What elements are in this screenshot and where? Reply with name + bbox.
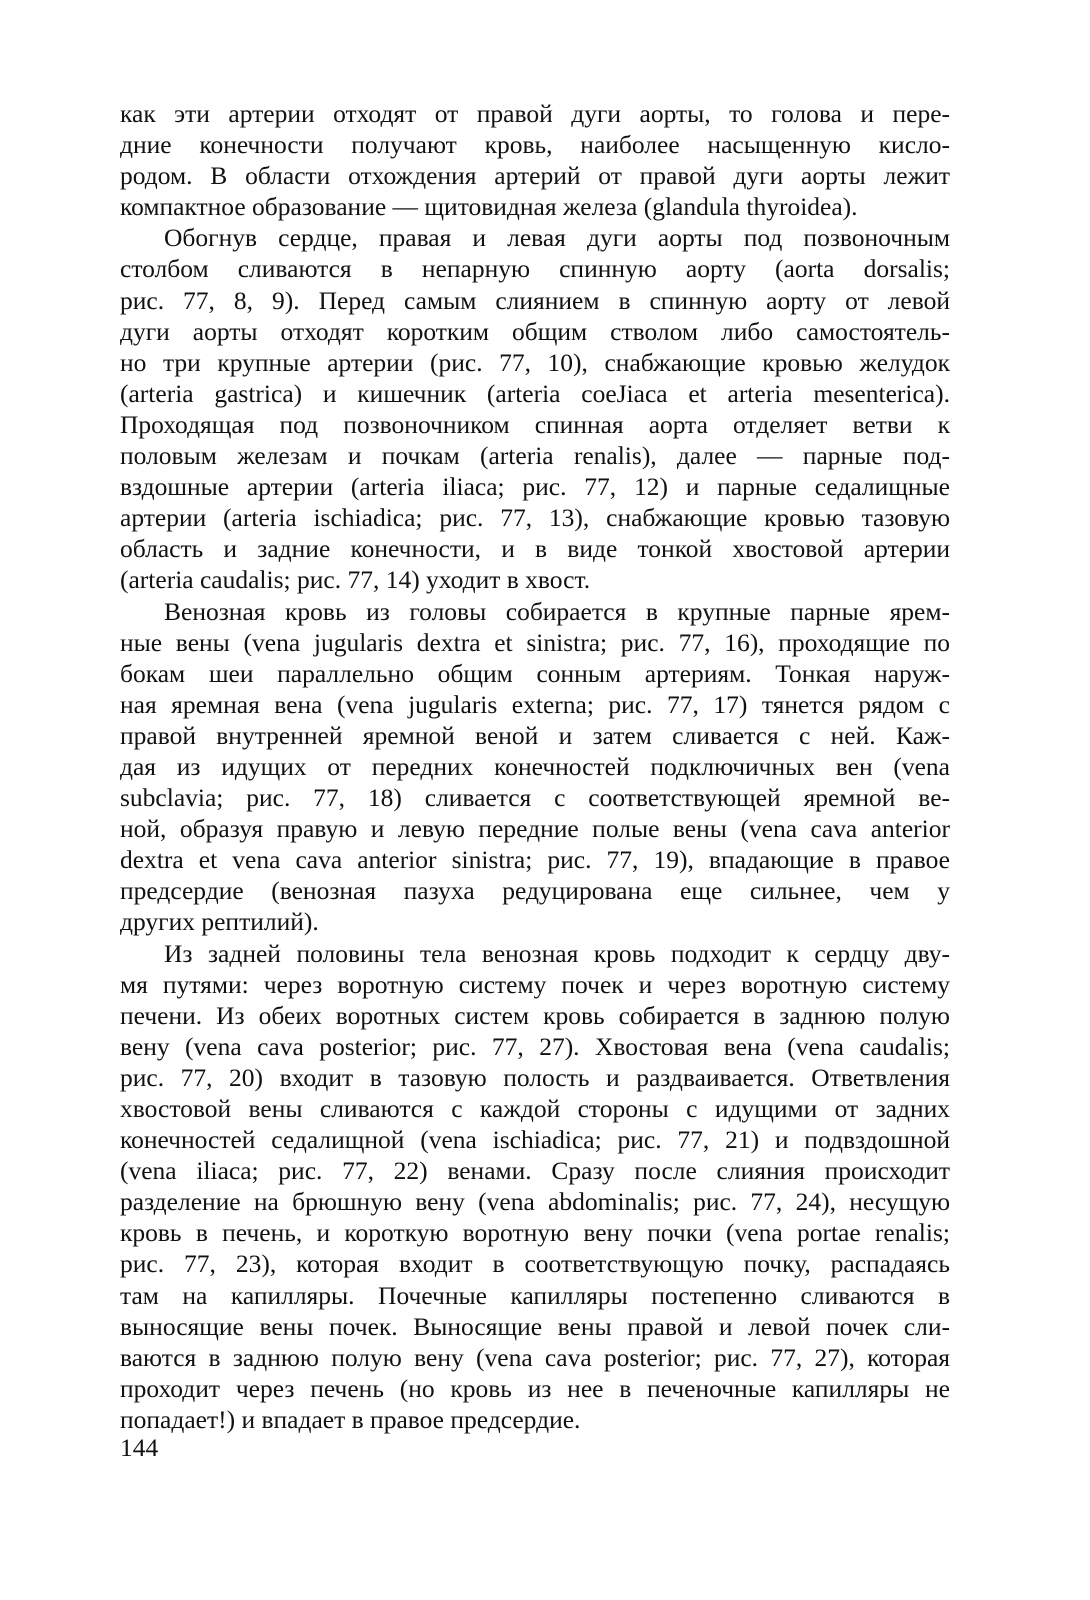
text-line: дние конечности получают кровь, наиболее насыщенную кисло-: [120, 130, 950, 160]
text-line: ваются в заднюю полую вену (vena cava posterior; рис. 77, 27), которая: [120, 1342, 950, 1372]
text-line: (vena iliaca; рис. 77, 22) венами. Сразу после слияния происходит: [120, 1156, 950, 1186]
text-line: артерии (arteria ischiadica; рис. 77, 13), снабжающие кровью тазовую: [120, 503, 950, 533]
paragraph-2: [120, 222, 950, 595]
text-line: родом. В области отхождения артерий от правой дуги аорты лежит: [120, 161, 950, 191]
text-line: Обогнув сердце, правая и левая дуги аорты под позвоночным: [164, 223, 950, 253]
text-line: предсердие (венозная пазуха редуцирована еще сильнее, чем у: [120, 876, 950, 906]
text-line: печени. Из обеих воротных систем кровь собирается в заднюю полую: [120, 1000, 950, 1030]
page-number: 144: [120, 1433, 159, 1462]
text-line: рис. 77, 20) входит в тазовую полость и раздваивается. Ответвления: [120, 1062, 950, 1092]
text-line: рис. 77, 23), которая входит в соответствующую почку, распадаясь: [120, 1249, 950, 1279]
text-line: правой внутренней яремной веной и затем сливается с ней. Каж-: [120, 720, 950, 750]
text-line: дуги аорты отходят коротким общим стволом либо самостоятель-: [120, 316, 950, 346]
text-line: вену (vena cava posterior; рис. 77, 27). Хвостовая вена (vena caudalis;: [120, 1031, 950, 1061]
text-line: Венозная кровь из головы собирается в крупные парные ярем-: [164, 596, 950, 626]
text-line: попадает!) и впадает в правое предсердие.: [120, 1404, 581, 1434]
page-body: [120, 98, 950, 1435]
text-line: область и задние конечности, и в виде тонкой хвостовой артерии: [120, 534, 950, 564]
text-line: dextra et vena cava anterior sinistra; рис. 77, 19), впадающие в правое: [120, 845, 950, 875]
text-line: ная яремная вена (vena jugularis externa; рис. 77, 17) тянется рядом с: [120, 689, 950, 719]
text-line: (arteria caudalis; рис. 77, 14) уходит в хвост.: [120, 565, 591, 595]
text-line: дая из идущих от передних конечностей подключичных вен (vena: [120, 751, 950, 781]
text-line: мя путями: через воротную систему почек и через воротную систему: [120, 969, 950, 999]
paragraph-4: [120, 938, 950, 1436]
text-line: конечностей седалищной (vena ischiadica; рис. 77, 21) и подвздошной: [120, 1125, 950, 1155]
text-line: хвостовой вены сливаются с каждой стороны с идущими от задних: [120, 1094, 950, 1123]
paragraph-1: [120, 98, 950, 222]
text-line: как эти артерии отходят от правой дуги аорты, то голова и пере-: [120, 99, 950, 128]
text-line: компактное образование — щитовидная железа (glandula thyroidea).: [120, 192, 858, 222]
text-line: Из задней половины тела венозная кровь подходит к сердцу дву-: [164, 938, 950, 968]
text-line: других рептилий).: [120, 907, 319, 937]
text-line: (arteria gastrica) и кишечник (arteria coeJiaca et arteria mesenterica).: [120, 378, 950, 408]
text-line: столбом сливаются в непарную спинную аорту (aorta dorsalis;: [120, 254, 950, 284]
text-line: выносящие вены почек. Выносящие вены правой и левой почек сли-: [120, 1311, 950, 1341]
text-line: проходит через печень (но кровь из нее в печеночные капилляры не: [120, 1373, 950, 1403]
text-line: половым железам и почкам (arteria renalis), далее — парные под-: [120, 441, 950, 471]
text-line: бокам шеи параллельно общим сонным артериям. Тонкая наруж-: [120, 658, 950, 688]
text-line: вздошные артерии (arteria iliaca; рис. 77, 12) и парные седалищные: [120, 472, 950, 502]
text-line: рис. 77, 8, 9). Перед самым слиянием в спинную аорту от левой: [120, 285, 950, 315]
text-line: ные вены (vena jugularis dextra et sinistra; рис. 77, 16), проходящие по: [120, 627, 950, 657]
paragraph-3: [120, 596, 950, 938]
text-line: ной, образуя правую и левую передние полые вены (vena cava anterior: [120, 814, 950, 844]
text-line: Проходящая под позвоночником спинная аорта отделяет ветви к: [120, 409, 950, 439]
text-line: разделение на брюшную вену (vena abdominalis; рис. 77, 24), несущую: [120, 1187, 950, 1217]
text-line: там на капилляры. Почечные капилляры постепенно сливаются в: [120, 1280, 950, 1310]
text-line: кровь в печень, и короткую воротную вену почки (vena portae renalis;: [120, 1218, 950, 1248]
text-line: subclavia; рис. 77, 18) сливается с соответствующей яремной ве-: [120, 783, 950, 813]
text-line: но три крупные артерии (рис. 77, 10), снабжающие кровью желудок: [120, 347, 950, 377]
